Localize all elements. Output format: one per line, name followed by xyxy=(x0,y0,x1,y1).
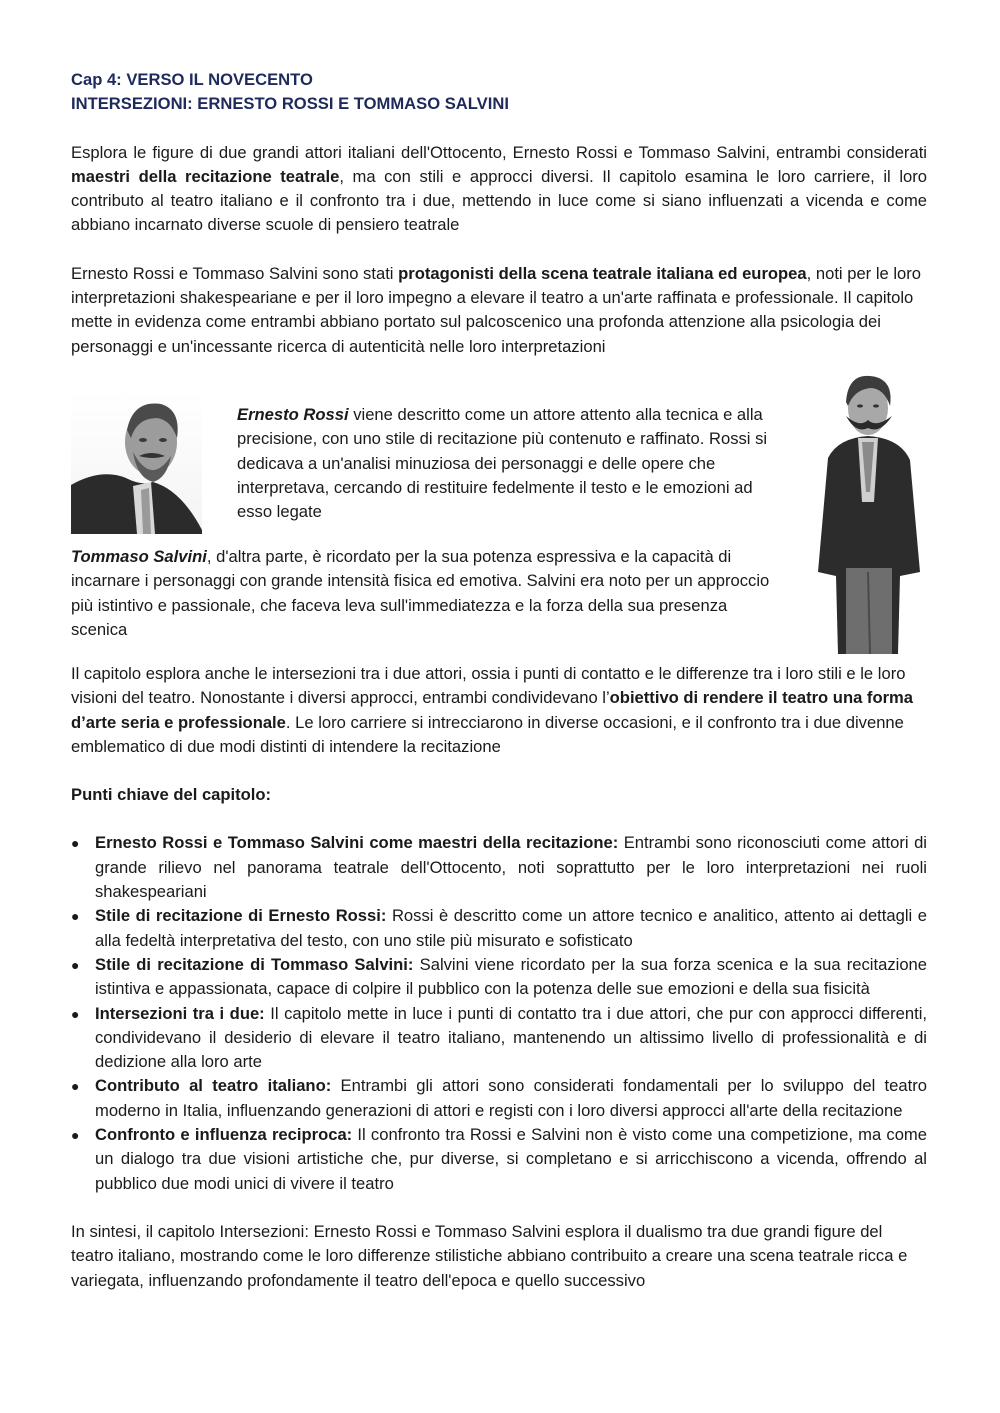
document-body xyxy=(71,68,927,359)
list-item xyxy=(71,1123,927,1196)
list-item-text: Rossi è descritto come un attore tecnico e analitico, attento ai dettagli e alla fedeltà interpretativa del testo, con uno stile più misurato e sofisticato xyxy=(95,906,927,950)
bullet-icon: ● xyxy=(71,1078,80,1095)
rossi-paragraph xyxy=(237,403,792,524)
list-item xyxy=(71,904,927,953)
list-item-label: Intersezioni tra i due: xyxy=(95,1003,265,1023)
list-item xyxy=(71,831,927,904)
tommaso-salvini-portrait xyxy=(808,372,930,654)
salvini-paragraph xyxy=(71,545,771,642)
intro-p1-text-b: , ma con stili e approcci diversi. Il capitolo esamina le loro carriere, il loro contributo al teatro italiano e il confronto tra i due, mettendo in luce come si siano influenzati a vicenda e come abbiano incarnato diverse scuole di pensiero teatrale xyxy=(71,166,927,235)
bullet-icon: ● xyxy=(71,1005,80,1022)
list-item-text: Il confronto tra Rossi e Salvini non è visto come una competizione, ma come un dialogo tra due visioni artistiche che, pur diverse, si completano e si arricchiscono a vicenda, offrendo al pubblico due modi unici di vivere il teatro xyxy=(95,1125,927,1193)
bullet-icon: ● xyxy=(71,1127,80,1144)
rossi-name: Ernesto Rossi xyxy=(237,405,349,424)
intro-p2-text-a: Ernesto Rossi e Tommaso Salvini sono stati xyxy=(71,263,399,283)
list-item-text: Il capitolo mette in luce i punti di contatto tra i due attori, che pur con approcci differenti, condividevano il desiderio di elevare il teatro italiano, mantenendo un altissimo livello di professionalità e di dedizione alla loro arte xyxy=(95,1003,927,1072)
list-item xyxy=(71,1074,927,1123)
rossi-description: viene descritto come un attore attento alla tecnica e alla precisione, con uno stile di recitazione più contenuto e raffinato. Rossi si dedicava a un'analisi minuziosa dei personaggi e delle opere che interpretava, cercando di restituire fedelmente il testo e le emozioni ad esso legate xyxy=(237,405,768,522)
list-item-text: Entrambi sono riconosciuti come attori di grande rilievo nel panorama teatrale dell'Ottocento, noti soprattutto per le loro interpretazioni nei ruoli shakespeariani xyxy=(95,833,927,902)
key-points-list xyxy=(71,831,927,1195)
chapter-heading: Cap 4: VERSO IL NOVECENTO xyxy=(71,70,313,89)
intro-paragraph-2 xyxy=(71,262,927,359)
intersections-text-a: Il capitolo esplora anche le intersezioni tra i due attori, ossia i punti di contatto e le differenze tra i loro stili e le loro visioni del teatro. Nonostante i diversi approcci, entrambi condividevano l’ xyxy=(71,664,906,708)
intro-p1-bold: maestri della recitazione teatrale xyxy=(71,166,340,186)
key-points-title xyxy=(71,783,927,807)
bullet-icon: ● xyxy=(71,908,80,925)
list-item xyxy=(71,953,927,1002)
page-title: INTERSEZIONI: ERNESTO ROSSI E TOMMASO SALVINI xyxy=(71,94,509,114)
list-item-label: Ernesto Rossi e Tommaso Salvini come maestri della recitazione: xyxy=(95,833,619,853)
lower-section xyxy=(71,662,927,1293)
summary-paragraph: In sintesi, il capitolo Intersezioni: Ernesto Rossi e Tommaso Salvini esplora il dualismo tra due grandi figure del teatro italiano, mostrando come le loro differenze stilistiche abbiano contribuito a creare una scena teatrale ricca e variegata, influenzando profondamente il teatro dell'epoca e quello successivo xyxy=(71,1221,908,1290)
intersections-bold: obiettivo di rendere il teatro una forma d’arte seria e professionale xyxy=(71,688,914,732)
intersections-paragraph xyxy=(71,662,927,759)
list-item-label: Confronto e influenza reciproca: xyxy=(95,1125,353,1145)
list-item-label: Contributo al teatro italiano: xyxy=(95,1076,332,1096)
intro-p2-bold: protagonisti della scena teatrale italiana ed europea xyxy=(398,263,807,283)
intersections-text-b: . Le loro carriere si intrecciarono in diverse occasioni, e il confronto tra i due divenne emblematico di due modi distinti di intendere la recitazione xyxy=(71,712,904,756)
intro-p1-text-a: Esplora le figure di due grandi attori italiani dell'Ottocento, Ernesto Rossi e Tommaso Salvini, entrambi considerati xyxy=(71,142,927,162)
list-item-label: Stile di recitazione di Tommaso Salvini: xyxy=(95,954,414,974)
list-item-text: Entrambi gli attori sono considerati fondamentali per lo sviluppo del teatro moderno in Italia, influenzando generazioni di attori e registi con i loro diversi approcci all'arte della recitazione xyxy=(95,1076,927,1120)
list-item-text: Salvini viene ricordato per la sua forza scenica e la sua recitazione istintiva e appassionata, capace di colpire il pubblico con la potenza delle sue emozioni e della sua fisicità xyxy=(95,954,928,999)
bullet-icon: ● xyxy=(71,956,80,973)
intro-p2-text-b: , noti per le loro interpretazioni shakespeariane e per il loro impegno a elevare il teatro a un'arte raffinata e professionale. Il capitolo mette in evidenza come entrambi abbiano portato sul palcoscenico una profonda attenzione alla psicologia dei personaggi e un'incessante ricerca di autenticità nelle loro interpretazioni xyxy=(71,263,922,356)
list-item xyxy=(71,1002,927,1075)
salvini-name: Tommaso Salvini xyxy=(71,547,207,566)
bullet-icon: ● xyxy=(71,835,80,852)
key-points-title-text: Punti chiave del capitolo: xyxy=(71,785,272,805)
ernesto-rossi-portrait xyxy=(71,390,202,534)
intro-paragraph-1 xyxy=(71,141,927,238)
list-item-label: Stile di recitazione di Ernesto Rossi: xyxy=(95,906,387,926)
salvini-description: , d'altra parte, è ricordato per la sua potenza espressiva e la capacità di incarnare i personaggi con grande intensità fisica ed emotiva. Salvini era noto per un approccio più istintivo e passionale, che faceva leva sull'immediatezza e la forza della sua presenza scenica xyxy=(71,547,770,639)
